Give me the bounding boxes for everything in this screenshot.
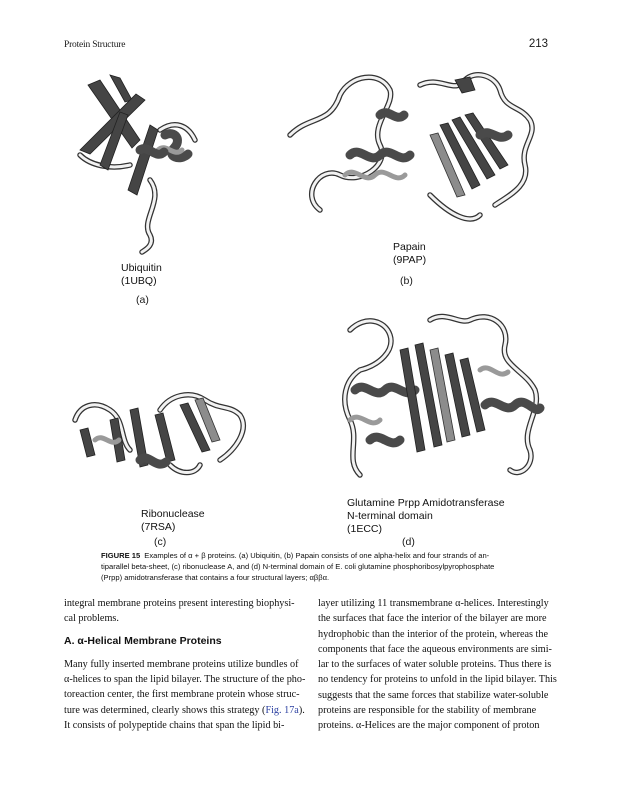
text-line: toreaction center, the first membrane protein whose struc- [64,689,300,701]
section-heading: A. α-Helical Membrane Proteins [64,634,222,647]
ubiquitin-structure-image [70,70,210,255]
text-line: proteins are responsible for the stability of membrane [318,705,537,717]
amidotransferase-structure-image [330,310,545,485]
paragraph-1 [64,596,312,627]
panel-a-name: Ubiquitin [121,262,162,274]
papain-structure-image [280,65,545,230]
text-line: hydrophobic than the interior of the protein, whereas the [318,628,548,640]
text-line-with-ref [64,703,312,718]
text-line: suggests that the same forces that stabilize water-soluble [318,689,549,701]
panel-c-pdb: (7RSA) [141,521,176,533]
text-line: layer utilizing 11 transmembrane α-helices. Interestingly [318,598,549,609]
running-title: Protein Structure [64,40,126,50]
text-fragment: ture was determined, clearly shows this strategy ( [64,704,266,716]
panel-d-subtitle: N-terminal domain [347,510,433,522]
figure-reference-link[interactable]: Fig. 17a [265,704,299,716]
text-line: cal problems. [64,613,119,625]
panel-d-letter: (d) [402,536,415,548]
panel-b-label [393,241,426,267]
text-line: integral membrane proteins present interesting biophysi- [64,598,295,609]
paragraph-2 [64,657,312,733]
panel-b-name: Papain [393,241,426,253]
text-line: no tendency for proteins to unfold in the lipid bilayer. This [318,674,557,686]
caption-line-3: (Prpp) amidotransferase that contains a four structural layers; αββα. [101,573,330,582]
figure-label: FIGURE 15 [101,551,141,560]
text-fragment: ). [298,704,305,716]
text-line: the surfaces that face the interior of the bilayer are more [318,613,547,625]
text-line: components that face the aqueous environments are simi- [318,643,552,655]
right-column [318,596,566,734]
panel-d-pdb: (1ECC) [347,523,383,535]
page-number: 213 [528,38,548,50]
panel-a-pdb: (1UBQ) [121,275,157,287]
panel-c-name: Ribonuclease [141,508,205,520]
panel-b-pdb: (9PAP) [393,254,427,266]
panel-a-letter: (a) [136,294,149,306]
panel-d-label [347,497,505,536]
panel-c-label [141,508,205,534]
text-line: proteins. α-Helices are the major component of proton [318,720,540,732]
text-line: Many fully inserted membrane proteins utilize bundles of [64,658,299,670]
text-line: α-helices to span the lipid bilayer. The structure of the pho- [64,674,306,686]
caption-line-1: Examples of α + β proteins. (a) Ubiquitin, (b) Papain consists of one alpha-helix and four strands of an- [144,551,490,560]
panel-a-label [121,262,162,288]
ribonuclease-structure-image [70,380,255,480]
left-column [64,596,312,733]
paragraph-3 [318,596,566,734]
figure-caption [101,550,551,583]
panel-c-letter: (c) [154,536,167,548]
panel-b-letter: (b) [400,275,413,287]
caption-line-2: tiparallel beta-sheet, (c) ribonuclease A, and (d) N-terminal domain of E. coli glutamine phosphoribosylpyrophosphate [101,562,495,571]
panel-d-name: Glutamine Prpp Amidotransferase [347,497,505,509]
text-line: It consists of polypeptide chains that span the lipid bi- [64,720,285,732]
text-line: lar to the surfaces of water soluble proteins. Thus there is [318,659,552,671]
